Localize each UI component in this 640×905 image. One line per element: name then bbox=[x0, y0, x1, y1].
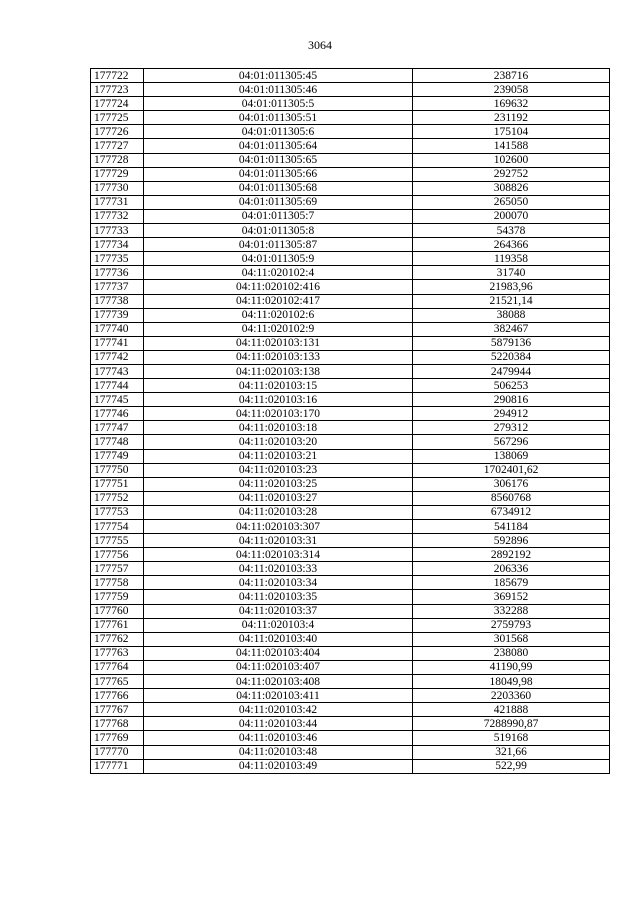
row-number-cell: 177768 bbox=[91, 717, 144, 731]
value-cell: 369152 bbox=[413, 590, 610, 604]
table-row bbox=[91, 717, 610, 731]
table-row bbox=[91, 379, 610, 393]
row-number-cell: 177732 bbox=[91, 209, 144, 223]
table-row bbox=[91, 407, 610, 421]
table-row bbox=[91, 689, 610, 703]
table-row bbox=[91, 322, 610, 336]
cadastral-number-cell: 04:01:011305:9 bbox=[144, 252, 413, 266]
value-cell: 321,66 bbox=[413, 745, 610, 759]
table-row bbox=[91, 308, 610, 322]
value-cell: 2479944 bbox=[413, 364, 610, 378]
cadastral-number-cell: 04:01:011305:87 bbox=[144, 238, 413, 252]
table-row bbox=[91, 252, 610, 266]
cadastral-number-cell: 04:11:020103:16 bbox=[144, 393, 413, 407]
value-cell: 54378 bbox=[413, 224, 610, 238]
table-row bbox=[91, 646, 610, 660]
cadastral-number-cell: 04:11:020103:28 bbox=[144, 505, 413, 519]
cadastral-number-cell: 04:11:020103:407 bbox=[144, 660, 413, 674]
row-number-cell: 177752 bbox=[91, 491, 144, 505]
cadastral-number-cell: 04:11:020103:23 bbox=[144, 463, 413, 477]
row-number-cell: 177757 bbox=[91, 562, 144, 576]
value-cell: 2892192 bbox=[413, 548, 610, 562]
table-row bbox=[91, 181, 610, 195]
row-number-cell: 177724 bbox=[91, 97, 144, 111]
row-number-cell: 177766 bbox=[91, 689, 144, 703]
table-row bbox=[91, 520, 610, 534]
cadastral-number-cell: 04:01:011305:65 bbox=[144, 153, 413, 167]
row-number-cell: 177756 bbox=[91, 548, 144, 562]
table-row bbox=[91, 590, 610, 604]
row-number-cell: 177764 bbox=[91, 660, 144, 674]
value-cell: 185679 bbox=[413, 576, 610, 590]
table-row bbox=[91, 534, 610, 548]
table-row bbox=[91, 576, 610, 590]
value-cell: 301568 bbox=[413, 632, 610, 646]
cadastral-number-cell: 04:01:011305:7 bbox=[144, 209, 413, 223]
cadastral-number-cell: 04:11:020102:417 bbox=[144, 294, 413, 308]
cadastral-number-cell: 04:11:020103:404 bbox=[144, 646, 413, 660]
value-cell: 279312 bbox=[413, 421, 610, 435]
row-number-cell: 177734 bbox=[91, 238, 144, 252]
value-cell: 290816 bbox=[413, 393, 610, 407]
table-row bbox=[91, 477, 610, 491]
row-number-cell: 177753 bbox=[91, 505, 144, 519]
cadastral-number-cell: 04:11:020103:133 bbox=[144, 350, 413, 364]
table-row bbox=[91, 618, 610, 632]
row-number-cell: 177726 bbox=[91, 125, 144, 139]
value-cell: 567296 bbox=[413, 435, 610, 449]
cadastral-number-cell: 04:11:020103:131 bbox=[144, 336, 413, 350]
row-number-cell: 177727 bbox=[91, 139, 144, 153]
value-cell: 265050 bbox=[413, 195, 610, 209]
value-cell: 7288990,87 bbox=[413, 717, 610, 731]
row-number-cell: 177746 bbox=[91, 407, 144, 421]
value-cell: 264366 bbox=[413, 238, 610, 252]
cadastral-number-cell: 04:11:020103:46 bbox=[144, 731, 413, 745]
table-row bbox=[91, 97, 610, 111]
value-cell: 200070 bbox=[413, 209, 610, 223]
row-number-cell: 177729 bbox=[91, 167, 144, 181]
value-cell: 5220384 bbox=[413, 350, 610, 364]
row-number-cell: 177728 bbox=[91, 153, 144, 167]
table-row bbox=[91, 393, 610, 407]
cadastral-number-cell: 04:11:020103:31 bbox=[144, 534, 413, 548]
cadastral-number-cell: 04:11:020103:37 bbox=[144, 604, 413, 618]
row-number-cell: 177771 bbox=[91, 759, 144, 773]
value-cell: 175104 bbox=[413, 125, 610, 139]
page-number: 3064 bbox=[308, 38, 332, 52]
row-number-cell: 177758 bbox=[91, 576, 144, 590]
cadastral-number-cell: 04:11:020103:25 bbox=[144, 477, 413, 491]
cadastral-number-cell: 04:11:020103:20 bbox=[144, 435, 413, 449]
row-number-cell: 177762 bbox=[91, 632, 144, 646]
table-row bbox=[91, 759, 610, 773]
cadastral-number-cell: 04:01:011305:45 bbox=[144, 69, 413, 83]
value-cell: 1702401,62 bbox=[413, 463, 610, 477]
value-cell: 21521,14 bbox=[413, 294, 610, 308]
value-cell: 238080 bbox=[413, 646, 610, 660]
value-cell: 231192 bbox=[413, 111, 610, 125]
row-number-cell: 177738 bbox=[91, 294, 144, 308]
cadastral-number-cell: 04:01:011305:51 bbox=[144, 111, 413, 125]
row-number-cell: 177759 bbox=[91, 590, 144, 604]
cadastral-number-cell: 04:11:020103:408 bbox=[144, 675, 413, 689]
value-cell: 169632 bbox=[413, 97, 610, 111]
table-row bbox=[91, 632, 610, 646]
table-row bbox=[91, 294, 610, 308]
cadastral-number-cell: 04:11:020103:34 bbox=[144, 576, 413, 590]
row-number-cell: 177760 bbox=[91, 604, 144, 618]
value-cell: 5879136 bbox=[413, 336, 610, 350]
cadastral-number-cell: 04:11:020103:42 bbox=[144, 703, 413, 717]
row-number-cell: 177747 bbox=[91, 421, 144, 435]
value-cell: 41190,99 bbox=[413, 660, 610, 674]
value-cell: 8560768 bbox=[413, 491, 610, 505]
value-cell: 519168 bbox=[413, 731, 610, 745]
value-cell: 6734912 bbox=[413, 505, 610, 519]
row-number-cell: 177761 bbox=[91, 618, 144, 632]
table-row bbox=[91, 449, 610, 463]
row-number-cell: 177763 bbox=[91, 646, 144, 660]
value-cell: 506253 bbox=[413, 379, 610, 393]
cadastral-number-cell: 04:11:020102:4 bbox=[144, 266, 413, 280]
cadastral-number-cell: 04:11:020103:411 bbox=[144, 689, 413, 703]
cadastral-number-cell: 04:11:020103:170 bbox=[144, 407, 413, 421]
cadastral-number-cell: 04:11:020103:138 bbox=[144, 364, 413, 378]
table-row bbox=[91, 69, 610, 83]
cadastral-number-cell: 04:11:020103:49 bbox=[144, 759, 413, 773]
cadastral-value-table bbox=[90, 68, 610, 774]
row-number-cell: 177725 bbox=[91, 111, 144, 125]
value-cell: 522,99 bbox=[413, 759, 610, 773]
row-number-cell: 177731 bbox=[91, 195, 144, 209]
value-cell: 21983,96 bbox=[413, 280, 610, 294]
table-row bbox=[91, 139, 610, 153]
cadastral-number-cell: 04:11:020103:48 bbox=[144, 745, 413, 759]
table-row bbox=[91, 562, 610, 576]
value-cell: 239058 bbox=[413, 83, 610, 97]
cadastral-number-cell: 04:11:020103:307 bbox=[144, 520, 413, 534]
table-row bbox=[91, 266, 610, 280]
row-number-cell: 177755 bbox=[91, 534, 144, 548]
cadastral-number-cell: 04:11:020103:21 bbox=[144, 449, 413, 463]
row-number-cell: 177722 bbox=[91, 69, 144, 83]
row-number-cell: 177740 bbox=[91, 322, 144, 336]
value-cell: 294912 bbox=[413, 407, 610, 421]
value-cell: 119358 bbox=[413, 252, 610, 266]
row-number-cell: 177733 bbox=[91, 224, 144, 238]
value-cell: 2759793 bbox=[413, 618, 610, 632]
table-row bbox=[91, 195, 610, 209]
cadastral-number-cell: 04:11:020102:416 bbox=[144, 280, 413, 294]
row-number-cell: 177743 bbox=[91, 364, 144, 378]
cadastral-number-cell: 04:01:011305:64 bbox=[144, 139, 413, 153]
value-cell: 141588 bbox=[413, 139, 610, 153]
table-row bbox=[91, 745, 610, 759]
table-row bbox=[91, 505, 610, 519]
cadastral-number-cell: 04:11:020103:4 bbox=[144, 618, 413, 632]
cadastral-number-cell: 04:11:020103:314 bbox=[144, 548, 413, 562]
table-row bbox=[91, 111, 610, 125]
table-row bbox=[91, 435, 610, 449]
row-number-cell: 177739 bbox=[91, 308, 144, 322]
cadastral-number-cell: 04:11:020102:6 bbox=[144, 308, 413, 322]
value-cell: 18049,98 bbox=[413, 675, 610, 689]
value-cell: 31740 bbox=[413, 266, 610, 280]
value-cell: 382467 bbox=[413, 322, 610, 336]
cadastral-number-cell: 04:01:011305:68 bbox=[144, 181, 413, 195]
row-number-cell: 177769 bbox=[91, 731, 144, 745]
value-cell: 238716 bbox=[413, 69, 610, 83]
table-row bbox=[91, 209, 610, 223]
table-row bbox=[91, 731, 610, 745]
value-cell: 138069 bbox=[413, 449, 610, 463]
value-cell: 332288 bbox=[413, 604, 610, 618]
value-cell: 102600 bbox=[413, 153, 610, 167]
value-cell: 421888 bbox=[413, 703, 610, 717]
value-cell: 292752 bbox=[413, 167, 610, 181]
value-cell: 38088 bbox=[413, 308, 610, 322]
row-number-cell: 177749 bbox=[91, 449, 144, 463]
row-number-cell: 177735 bbox=[91, 252, 144, 266]
table-row bbox=[91, 491, 610, 505]
table-row bbox=[91, 125, 610, 139]
table-row bbox=[91, 238, 610, 252]
table-row bbox=[91, 350, 610, 364]
value-cell: 2203360 bbox=[413, 689, 610, 703]
row-number-cell: 177765 bbox=[91, 675, 144, 689]
table-row bbox=[91, 167, 610, 181]
table-row bbox=[91, 604, 610, 618]
cadastral-number-cell: 04:01:011305:69 bbox=[144, 195, 413, 209]
cadastral-number-cell: 04:11:020103:44 bbox=[144, 717, 413, 731]
row-number-cell: 177767 bbox=[91, 703, 144, 717]
cadastral-number-cell: 04:11:020103:15 bbox=[144, 379, 413, 393]
table-row bbox=[91, 548, 610, 562]
row-number-cell: 177737 bbox=[91, 280, 144, 294]
row-number-cell: 177770 bbox=[91, 745, 144, 759]
value-cell: 306176 bbox=[413, 477, 610, 491]
cadastral-number-cell: 04:11:020103:18 bbox=[144, 421, 413, 435]
cadastral-number-cell: 04:11:020103:35 bbox=[144, 590, 413, 604]
value-cell: 592896 bbox=[413, 534, 610, 548]
table-row bbox=[91, 660, 610, 674]
cadastral-number-cell: 04:01:011305:66 bbox=[144, 167, 413, 181]
row-number-cell: 177748 bbox=[91, 435, 144, 449]
table-row bbox=[91, 421, 610, 435]
value-cell: 308826 bbox=[413, 181, 610, 195]
table-row bbox=[91, 153, 610, 167]
cadastral-number-cell: 04:11:020103:27 bbox=[144, 491, 413, 505]
cadastral-number-cell: 04:11:020103:33 bbox=[144, 562, 413, 576]
cadastral-number-cell: 04:11:020103:40 bbox=[144, 632, 413, 646]
value-cell: 206336 bbox=[413, 562, 610, 576]
cadastral-number-cell: 04:11:020102:9 bbox=[144, 322, 413, 336]
row-number-cell: 177744 bbox=[91, 379, 144, 393]
row-number-cell: 177730 bbox=[91, 181, 144, 195]
value-cell: 541184 bbox=[413, 520, 610, 534]
row-number-cell: 177754 bbox=[91, 520, 144, 534]
row-number-cell: 177745 bbox=[91, 393, 144, 407]
row-number-cell: 177742 bbox=[91, 350, 144, 364]
table-row bbox=[91, 675, 610, 689]
cadastral-number-cell: 04:01:011305:8 bbox=[144, 224, 413, 238]
table-row bbox=[91, 224, 610, 238]
table-row bbox=[91, 463, 610, 477]
cadastral-number-cell: 04:01:011305:5 bbox=[144, 97, 413, 111]
table-row bbox=[91, 364, 610, 378]
table-row bbox=[91, 336, 610, 350]
row-number-cell: 177736 bbox=[91, 266, 144, 280]
table-body bbox=[91, 69, 610, 774]
cadastral-number-cell: 04:01:011305:46 bbox=[144, 83, 413, 97]
row-number-cell: 177723 bbox=[91, 83, 144, 97]
row-number-cell: 177750 bbox=[91, 463, 144, 477]
cadastral-number-cell: 04:01:011305:6 bbox=[144, 125, 413, 139]
row-number-cell: 177751 bbox=[91, 477, 144, 491]
table-row bbox=[91, 280, 610, 294]
table-row bbox=[91, 703, 610, 717]
row-number-cell: 177741 bbox=[91, 336, 144, 350]
table-row bbox=[91, 83, 610, 97]
